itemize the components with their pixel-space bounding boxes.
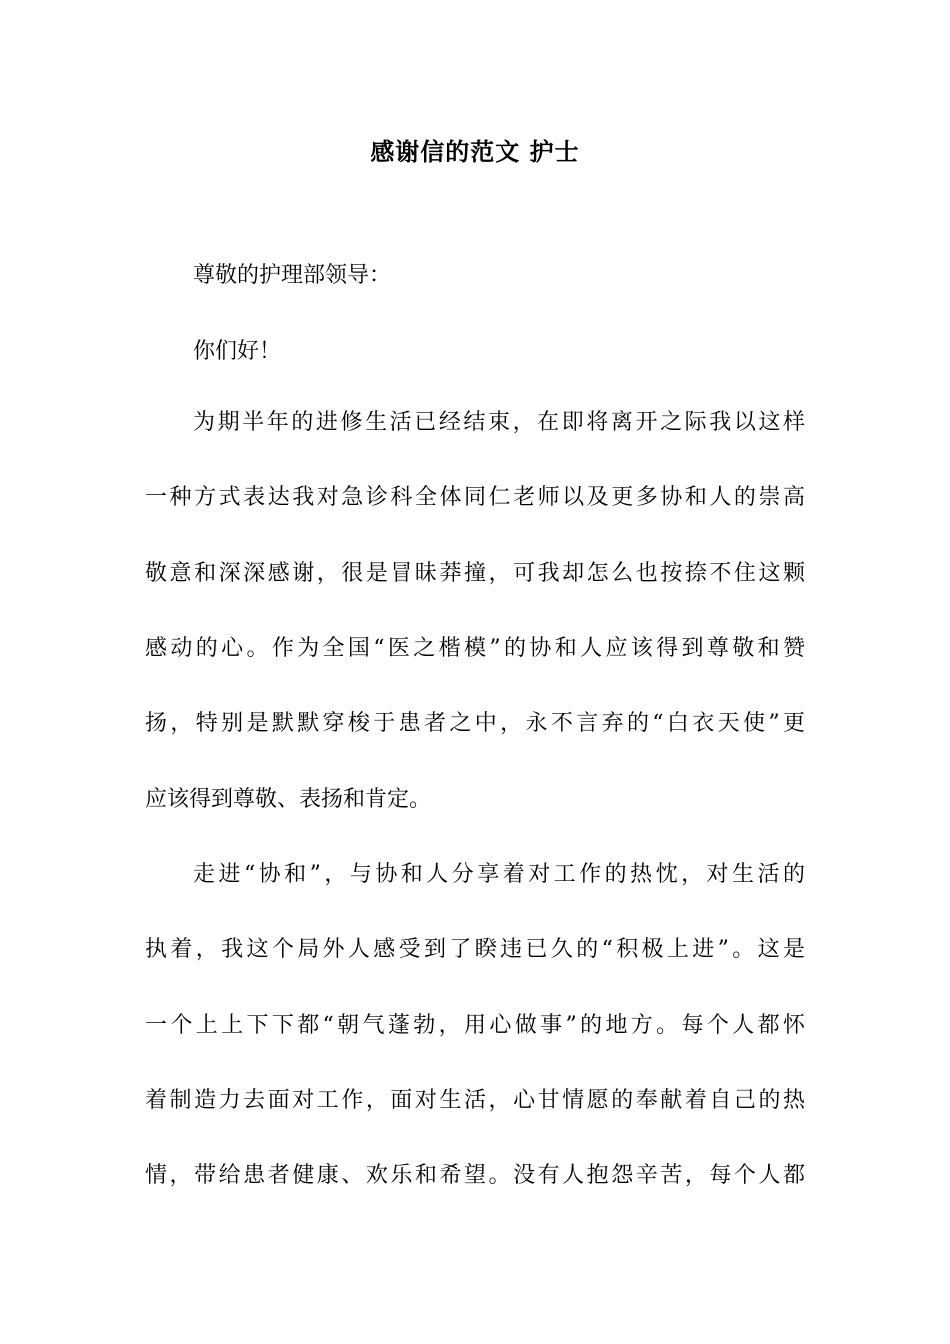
paragraph-2-line-2: 执着，我这个局外人感受到了睽违已久的“积极上进”。这是 bbox=[145, 937, 805, 962]
salutation-line: 尊敬的护理部领导： bbox=[193, 263, 392, 288]
paragraph-1-line-2: 一种方式表达我对急诊科全体同仁老师以及更多协和人的崇高 bbox=[145, 485, 805, 510]
paragraph-2-line-3: 一个上上下下都“朝气蓬勃，用心做事”的地方。每个人都怀 bbox=[145, 1013, 805, 1038]
paragraph-1-line-4: 感动的心。作为全国“医之楷模”的协和人应该得到尊敬和赞 bbox=[145, 636, 805, 661]
paragraph-1-line-3: 敬意和深深感谢，很是冒昧莽撞，可我却怎么也按捺不住这颗 bbox=[145, 561, 805, 586]
greeting-line: 你们好！ bbox=[193, 339, 282, 364]
paragraph-2-line-4: 着制造力去面对工作，面对生活，心甘情愿的奉献着自己的热 bbox=[145, 1088, 805, 1113]
paragraph-1-line-1: 为期半年的进修生活已经结束，在即将离开之际我以这样 bbox=[193, 410, 805, 435]
paragraph-1-line-6: 应该得到尊敬、表扬和肯定。 bbox=[145, 787, 432, 812]
paragraph-2-line-1: 走进“协和”，与协和人分享着对工作的热忱，对生活的 bbox=[193, 862, 805, 887]
paragraph-1-line-5: 扬，特别是默默穿梭于患者之中，永不言弃的“白衣天使”更 bbox=[145, 711, 805, 736]
document-title: 感谢信的范文 护士 bbox=[370, 137, 580, 166]
paragraph-2-line-5: 情，带给患者健康、欢乐和希望。没有人抱怨辛苦，每个人都 bbox=[145, 1163, 805, 1188]
